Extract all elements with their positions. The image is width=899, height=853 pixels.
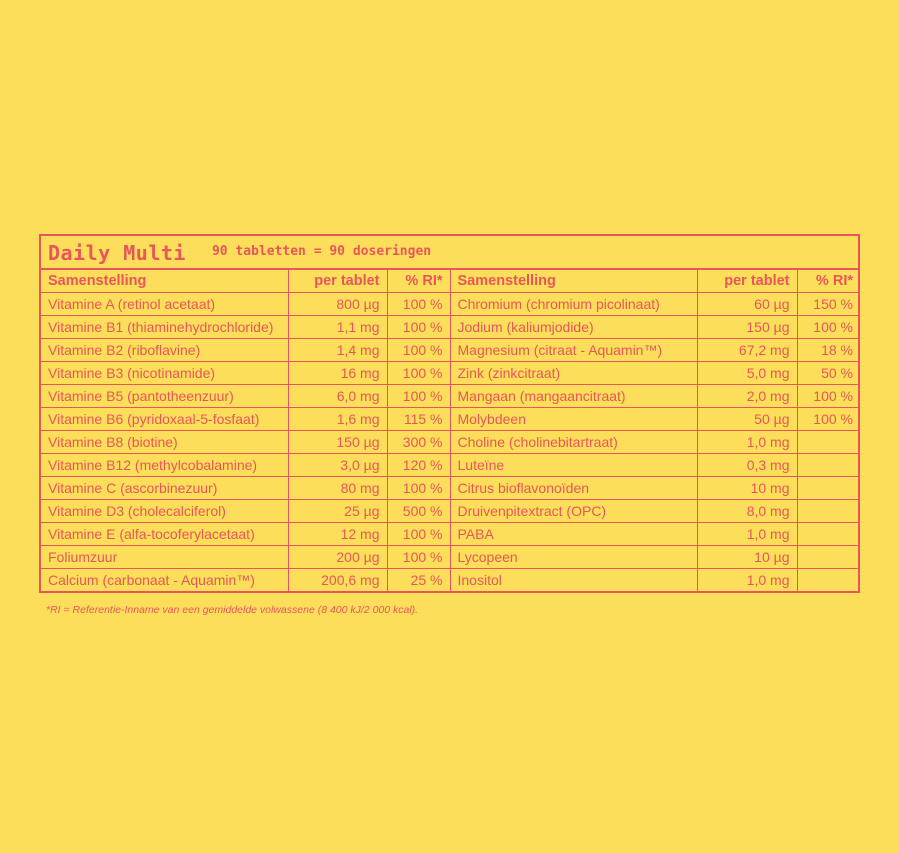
amount-per-tablet: 2,0 mg — [697, 385, 797, 408]
ingredient-name: Vitamine B12 (methylcobalamine) — [41, 454, 288, 477]
amount-per-tablet: 1,0 mg — [697, 523, 797, 546]
amount-per-tablet: 200,6 mg — [288, 569, 387, 592]
table-row — [41, 385, 860, 408]
ri-percentage: 150 % — [797, 293, 860, 316]
ri-percentage: 100 % — [387, 477, 450, 500]
ingredient-name: Chromium (chromium picolinaat) — [450, 293, 697, 316]
ingredient-name: Inositol — [450, 569, 697, 592]
amount-per-tablet: 67,2 mg — [697, 339, 797, 362]
table-header-row — [41, 270, 860, 293]
table-row — [41, 546, 860, 569]
ri-percentage: 100 % — [387, 293, 450, 316]
table-row — [41, 569, 860, 592]
ingredient-name: Luteïne — [450, 454, 697, 477]
product-title: Daily Multi — [48, 241, 186, 265]
column-header: % RI* — [387, 270, 450, 293]
table-row — [41, 477, 860, 500]
amount-per-tablet: 1,0 mg — [697, 431, 797, 454]
ingredient-name: Choline (cholinebitartraat) — [450, 431, 697, 454]
ri-percentage — [797, 454, 860, 477]
ingredient-name: Citrus bioflavonoïden — [450, 477, 697, 500]
amount-per-tablet: 6,0 mg — [288, 385, 387, 408]
table-row — [41, 523, 860, 546]
amount-per-tablet: 10 µg — [697, 546, 797, 569]
amount-per-tablet: 200 µg — [288, 546, 387, 569]
ingredient-name: Vitamine B6 (pyridoxaal-5-fosfaat) — [41, 408, 288, 431]
ri-percentage — [797, 500, 860, 523]
ingredient-name: PABA — [450, 523, 697, 546]
ri-percentage: 100 % — [387, 523, 450, 546]
table-row — [41, 293, 860, 316]
ri-percentage: 18 % — [797, 339, 860, 362]
ingredient-name: Magnesium (citraat - Aquamin™) — [450, 339, 697, 362]
ri-percentage: 25 % — [387, 569, 450, 592]
table-row — [41, 362, 860, 385]
ingredient-name: Vitamine D3 (cholecalciferol) — [41, 500, 288, 523]
ri-percentage — [797, 477, 860, 500]
label-header — [41, 236, 858, 270]
ingredient-name: Vitamine B5 (pantotheenzuur) — [41, 385, 288, 408]
amount-per-tablet: 10 mg — [697, 477, 797, 500]
ingredient-name: Lycopeen — [450, 546, 697, 569]
ri-percentage: 500 % — [387, 500, 450, 523]
ri-percentage: 100 % — [387, 385, 450, 408]
composition-table — [41, 270, 860, 591]
amount-per-tablet: 60 µg — [697, 293, 797, 316]
ingredient-name: Foliumzuur — [41, 546, 288, 569]
ingredient-name: Vitamine B2 (riboflavine) — [41, 339, 288, 362]
amount-per-tablet: 150 µg — [697, 316, 797, 339]
column-header: Samenstelling — [450, 270, 697, 293]
amount-per-tablet: 12 mg — [288, 523, 387, 546]
product-subtitle: 90 tabletten = 90 doseringen — [211, 244, 432, 259]
ri-percentage: 100 % — [797, 316, 860, 339]
column-header: per tablet — [697, 270, 797, 293]
amount-per-tablet: 0,3 mg — [697, 454, 797, 477]
ri-percentage — [797, 523, 860, 546]
column-header: per tablet — [288, 270, 387, 293]
amount-per-tablet: 1,6 mg — [288, 408, 387, 431]
ri-percentage: 120 % — [387, 454, 450, 477]
ri-percentage: 100 % — [387, 546, 450, 569]
amount-per-tablet: 1,4 mg — [288, 339, 387, 362]
amount-per-tablet: 800 µg — [288, 293, 387, 316]
amount-per-tablet: 8,0 mg — [697, 500, 797, 523]
ingredient-name: Vitamine E (alfa-tocoferylacetaat) — [41, 523, 288, 546]
ingredient-name: Vitamine A (retinol acetaat) — [41, 293, 288, 316]
ingredient-name: Jodium (kaliumjodide) — [450, 316, 697, 339]
column-header: Samenstelling — [41, 270, 288, 293]
nutrition-label — [39, 234, 860, 593]
table-row — [41, 316, 860, 339]
ri-percentage: 100 % — [387, 362, 450, 385]
ingredient-name: Molybdeen — [450, 408, 697, 431]
ri-percentage: 100 % — [387, 339, 450, 362]
amount-per-tablet: 25 µg — [288, 500, 387, 523]
ri-percentage: 115 % — [387, 408, 450, 431]
footnote: *RI = Referentie-Inname van een gemiddelde volwassene (8 400 kJ/2 000 kcal). — [46, 604, 419, 616]
column-header: % RI* — [797, 270, 860, 293]
ri-percentage — [797, 569, 860, 592]
table-row — [41, 339, 860, 362]
amount-per-tablet: 16 mg — [288, 362, 387, 385]
amount-per-tablet: 80 mg — [288, 477, 387, 500]
amount-per-tablet: 150 µg — [288, 431, 387, 454]
table-row — [41, 454, 860, 477]
amount-per-tablet: 50 µg — [697, 408, 797, 431]
ingredient-name: Mangaan (mangaancitraat) — [450, 385, 697, 408]
ri-percentage — [797, 431, 860, 454]
ingredient-name: Vitamine C (ascorbinezuur) — [41, 477, 288, 500]
amount-per-tablet: 5,0 mg — [697, 362, 797, 385]
table-row — [41, 500, 860, 523]
amount-per-tablet: 1,1 mg — [288, 316, 387, 339]
ingredient-name: Calcium (carbonaat - Aquamin™) — [41, 569, 288, 592]
ingredient-name: Druivenpitextract (OPC) — [450, 500, 697, 523]
ingredient-name: Vitamine B1 (thiaminehydrochloride) — [41, 316, 288, 339]
ri-percentage — [797, 546, 860, 569]
ri-percentage: 300 % — [387, 431, 450, 454]
table-row — [41, 431, 860, 454]
ri-percentage: 100 % — [797, 408, 860, 431]
amount-per-tablet: 1,0 mg — [697, 569, 797, 592]
table-row — [41, 408, 860, 431]
ingredient-name: Vitamine B8 (biotine) — [41, 431, 288, 454]
ingredient-name: Zink (zinkcitraat) — [450, 362, 697, 385]
ri-percentage: 100 % — [797, 385, 860, 408]
ri-percentage: 100 % — [387, 316, 450, 339]
amount-per-tablet: 3,0 µg — [288, 454, 387, 477]
ingredient-name: Vitamine B3 (nicotinamide) — [41, 362, 288, 385]
ri-percentage: 50 % — [797, 362, 860, 385]
